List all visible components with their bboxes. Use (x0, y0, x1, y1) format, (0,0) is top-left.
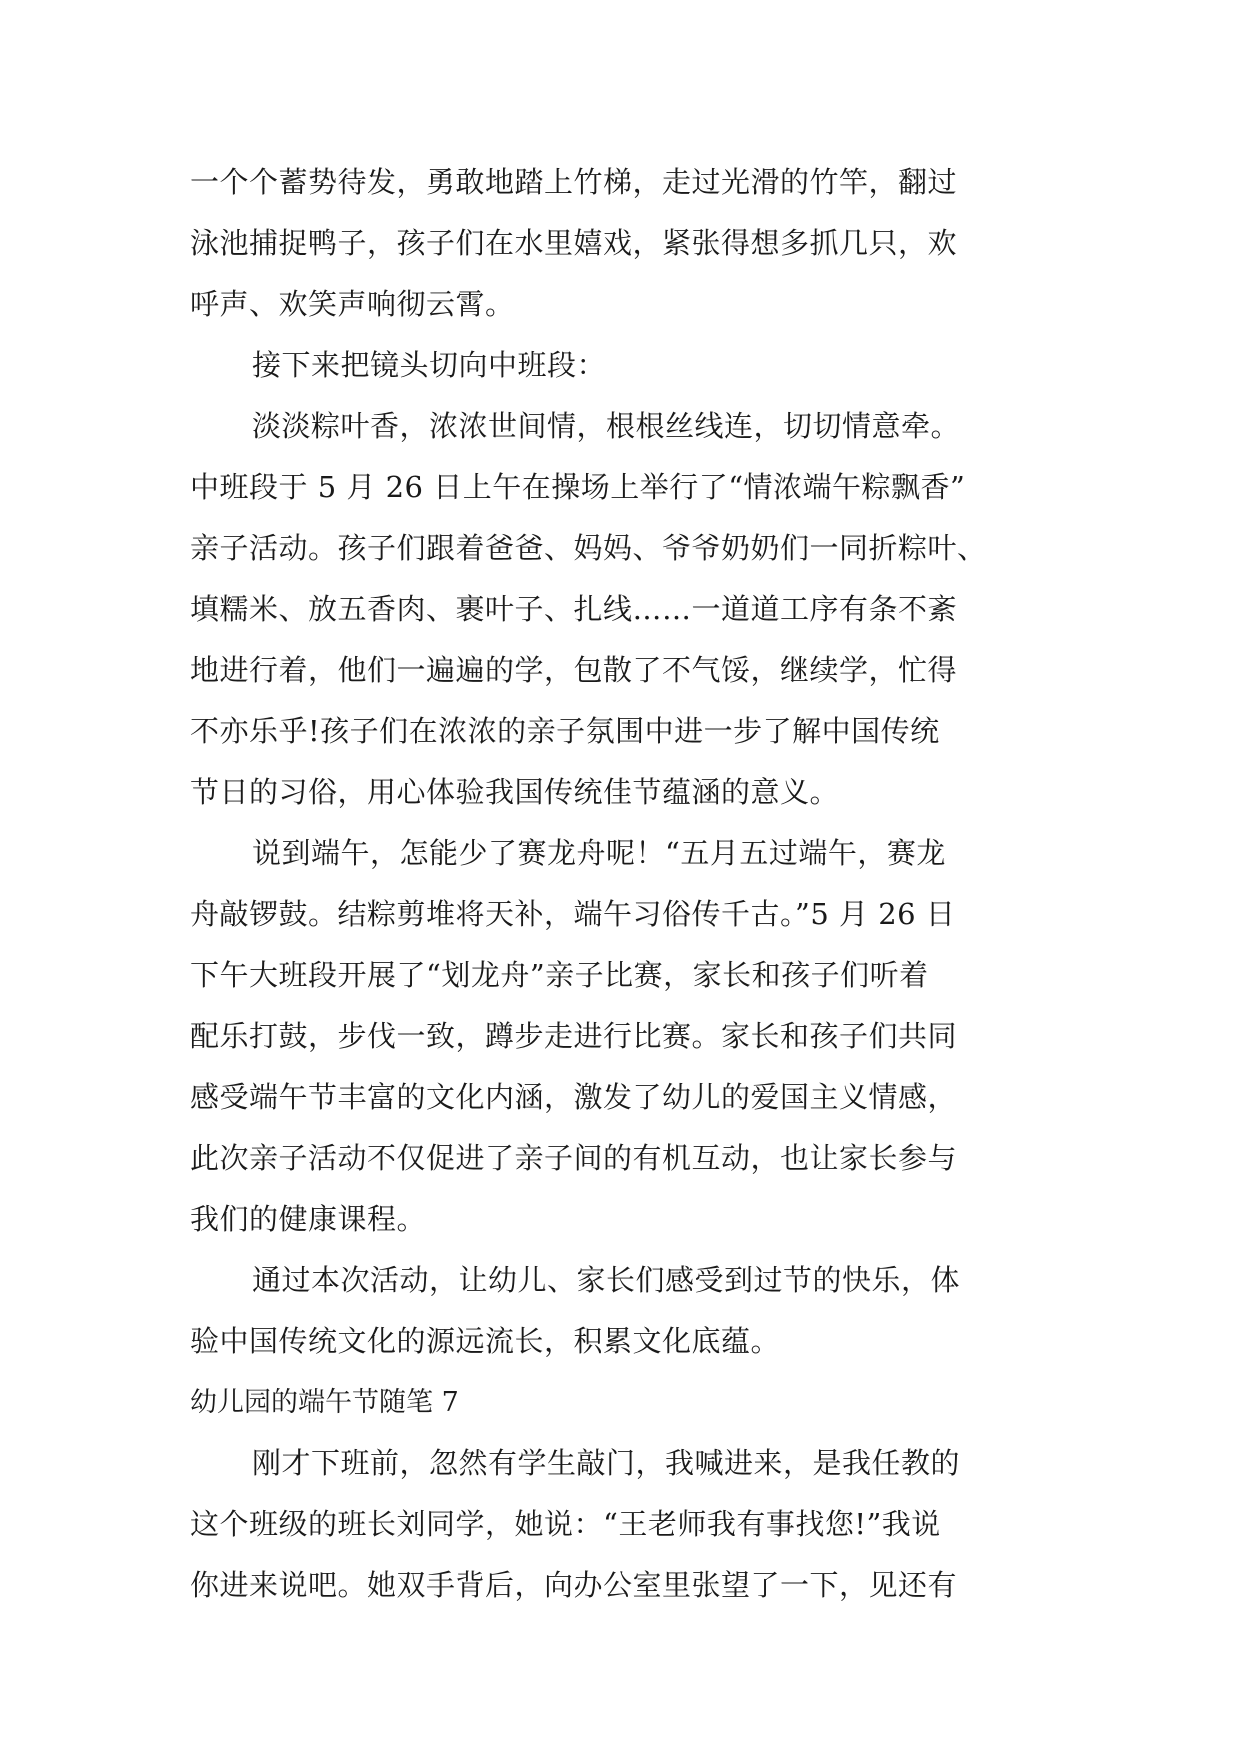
text-line: 亲子活动。孩子们跟着爸爸、妈妈、爷爷奶奶们一同折粽叶、 (190, 531, 987, 565)
document-body (190, 152, 1060, 1616)
text-line: 中班段于 5 月 26 日上午在操场上举行了“情浓端午粽飘香” (190, 470, 966, 504)
text-line: 地进行着，他们一遍遍的学，包散了不气馁，继续学，忙得 (190, 653, 958, 687)
text-line: 接下来把镜头切向中班段： (252, 348, 607, 382)
text-line: 不亦乐乎!孩子们在浓浓的亲子氛围中进一步了解中国传统 (190, 714, 940, 748)
text-line: 淡淡粽叶香，浓浓世间情，根根丝线连，切切情意牵。 (252, 409, 961, 443)
text-line: 配乐打鼓，步伐一致，蹲步走进行比赛。家长和孩子们共同 (190, 1019, 958, 1053)
text-line: 呼声、欢笑声响彻云霄。 (190, 287, 515, 321)
text-line: 节日的习俗，用心体验我国传统佳节蕴涵的意义。 (190, 775, 840, 809)
text-line: 我们的健康课程。 (190, 1202, 427, 1236)
section-heading: 幼儿园的端午节随笔 7 (190, 1387, 459, 1418)
text-line: 刚才下班前，忽然有学生敲门，我喊进来，是我任教的 (252, 1446, 961, 1480)
text-line: 验中国传统文化的源远流长，积累文化底蕴。 (190, 1324, 781, 1358)
text-line: 下午大班段开展了“划龙舟”亲子比赛，家长和孩子们听着 (190, 958, 929, 992)
text-line: 此次亲子活动不仅促进了亲子间的有机互动，也让家长参与 (190, 1141, 958, 1175)
text-line: 一个个蓄势待发，勇敢地踏上竹梯，走过光滑的竹竿，翻过 (190, 165, 958, 199)
text-line: 这个班级的班长刘同学，她说：“王老师我有事找您!”我说 (190, 1507, 941, 1541)
text-line: 感受端午节丰富的文化内涵，激发了幼儿的爱国主义情感， (190, 1080, 958, 1114)
text-line: 填糯米、放五香肉、裹叶子、扎线……一道道工序有条不紊 (190, 592, 958, 626)
text-line: 说到端午，怎能少了赛龙舟呢！“五月五过端午，赛龙 (252, 836, 946, 870)
text-line: 泳池捕捉鸭子，孩子们在水里嬉戏，紧张得想多抓几只，欢 (190, 226, 958, 260)
text-line: 你进来说吧。她双手背后，向办公室里张望了一下，见还有 (190, 1568, 958, 1602)
text-line: 舟敲锣鼓。结粽剪堆将天补，端午习俗传千古。”5 月 26 日 (190, 897, 956, 931)
text-line: 通过本次活动，让幼儿、家长们感受到过节的快乐，体 (252, 1263, 961, 1297)
